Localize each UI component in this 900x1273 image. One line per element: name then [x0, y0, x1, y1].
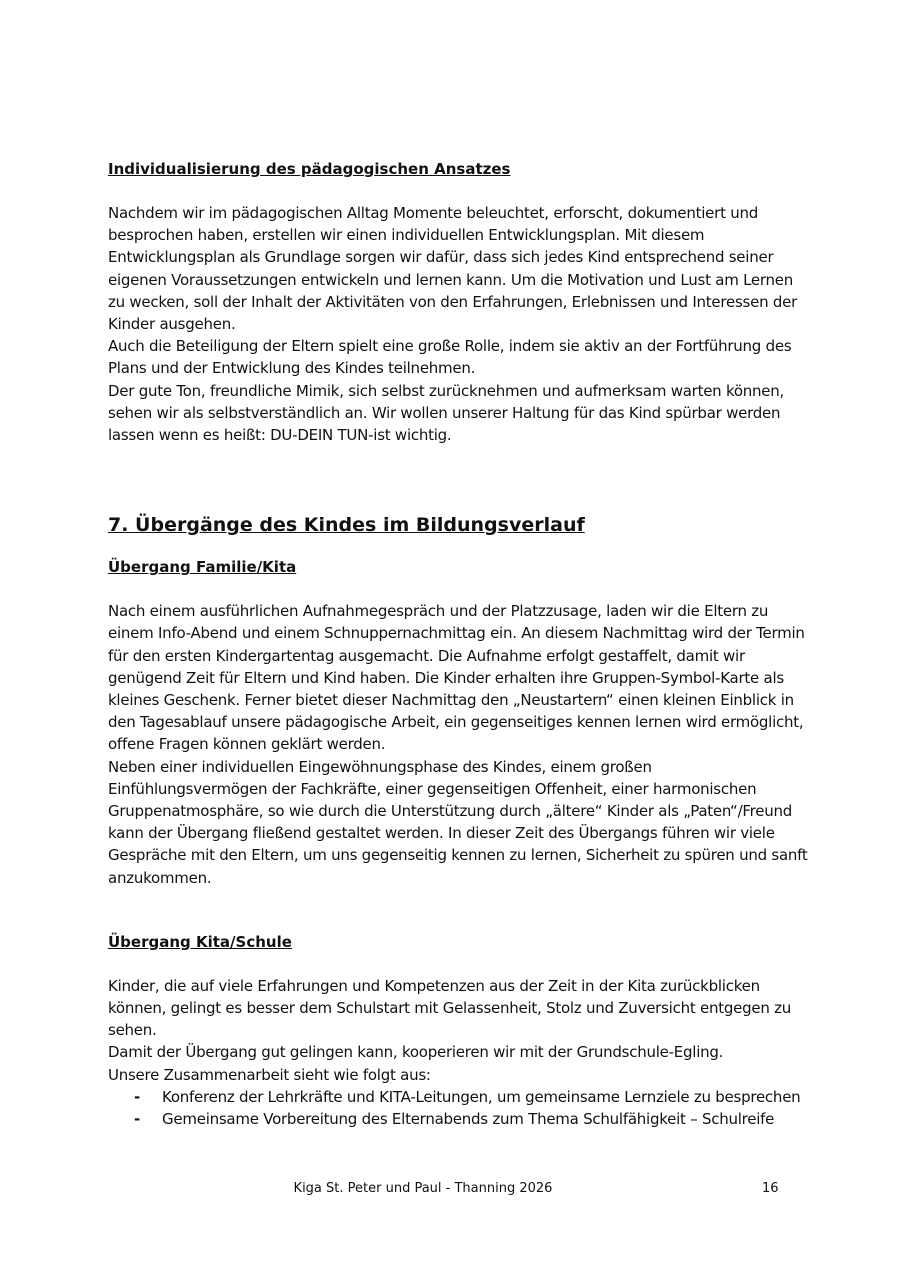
footer-text: Kiga St. Peter und Paul - Thanning 2026	[293, 1181, 553, 1196]
section-heading-kita-schule: Übergang Kita/Schule	[108, 932, 292, 951]
paragraph: Der gute Ton, freundliche Mimik, sich selbst zurücknehmen und aufmerksam warten können, sehen wir als selbstverständlich an. Wir wollen unserer Haltung für das Kind spürbar werden lassen wenn es heißt: DU-DEIN TUN-ist wichtig.	[108, 381, 785, 445]
paragraph: Kinder, die auf viele Erfahrungen und Kompetenzen aus der Zeit in der Kita zurückblicken können, gelingt es besser dem Schulstart mit Gelassenheit, Stolz und Zuversicht entgegen zu sehen.	[108, 976, 791, 1040]
section-heading-individualisierung: Individualisierung des pädagogischen Ansatzes	[108, 160, 511, 178]
paragraph: Nachdem wir im pädagogischen Alltag Momente beleuchtet, erforscht, dokumentiert und besprochen haben, erstellen wir einen individuellen Entwicklungsplan. Mit diesem Entwicklungsplan als Grundlage sorgen wir dafür, dass sich jedes Kind entsprechend seiner eigenen Voraussetzungen entwickeln und lernen kann. Um die Motivation und Lust am Lernen zu wecken, soll der Inhalt der Aktivitäten von den Erfahrungen, Erlebnissen und Interessen der Kinder ausgehen.	[108, 204, 798, 334]
paragraph: Auch die Beteiligung der Eltern spielt eine große Rolle, indem sie aktiv an der Fortführung des Plans und der Entwicklung des Kindes teilnehmen.	[108, 337, 792, 378]
list-item	[108, 1086, 808, 1108]
page-footer	[0, 1181, 900, 1201]
paragraph: Damit der Übergang gut gelingen kann, kooperieren wir mit der Grundschule-Egling.	[108, 1043, 724, 1062]
list-item	[108, 1108, 808, 1130]
list-item-text: Gemeinsame Vorbereitung des Elternabends zum Thema Schulfähigkeit – Schulreife	[162, 1110, 775, 1129]
page-number: 16	[762, 1181, 779, 1196]
page-content	[108, 158, 808, 1130]
bullet-dash: -	[134, 1087, 140, 1106]
paragraph: Unsere Zusammenarbeit sieht wie folgt aus:	[108, 1065, 431, 1084]
section-heading-familie-kita: Übergang Familie/Kita	[108, 558, 297, 577]
list-item-text: Konferenz der Lehrkräfte und KITA-Leitungen, um gemeinsame Lernziele zu besprechen	[162, 1087, 801, 1106]
cooperation-list	[108, 1086, 808, 1130]
paragraph: Nach einem ausführlichen Aufnahmegespräch und der Platzzusage, laden wir die Eltern zu einem Info-Abend und einem Schnuppernachmittag ein. An diesem Nachmittag wird der Termin für den ersten Kindergartentag ausgemacht. Die Aufnahme erfolgt gestaffelt, damit wir genügend Zeit für Eltern und Kind haben. Die Kinder erhalten ihre Gruppen-Symbol-Karte als kleines Geschenk. Ferner bietet dieser Nachmittag den „Neustartern“ einen kleinen Einblick in den Tagesablauf unsere pädagogische Arbeit, ein gegenseitiges kennen lernen wird ermöglicht, offene Fragen können geklärt werden.	[108, 602, 805, 754]
chapter-title: 7. Übergänge des Kindes im Bildungsverlauf	[108, 514, 585, 537]
bullet-dash: -	[134, 1110, 140, 1129]
paragraph: Neben einer individuellen Eingewöhnungsphase des Kindes, einem großen Einfühlungsvermögen der Fachkräfte, einer gegenseitigen Offenheit, einer harmonischen Gruppenatmosphäre, so wie durch die Unterstützung durch „ältere“ Kinder als „Paten“/Freund kann der Übergang fließend gestaltet werden. In dieser Zeit des Übergangs führen wir viele Gespräche mit den Eltern, um uns gegenseitig kennen zu lernen, Sicherheit zu spüren und sanft anzukommen.	[108, 757, 808, 887]
